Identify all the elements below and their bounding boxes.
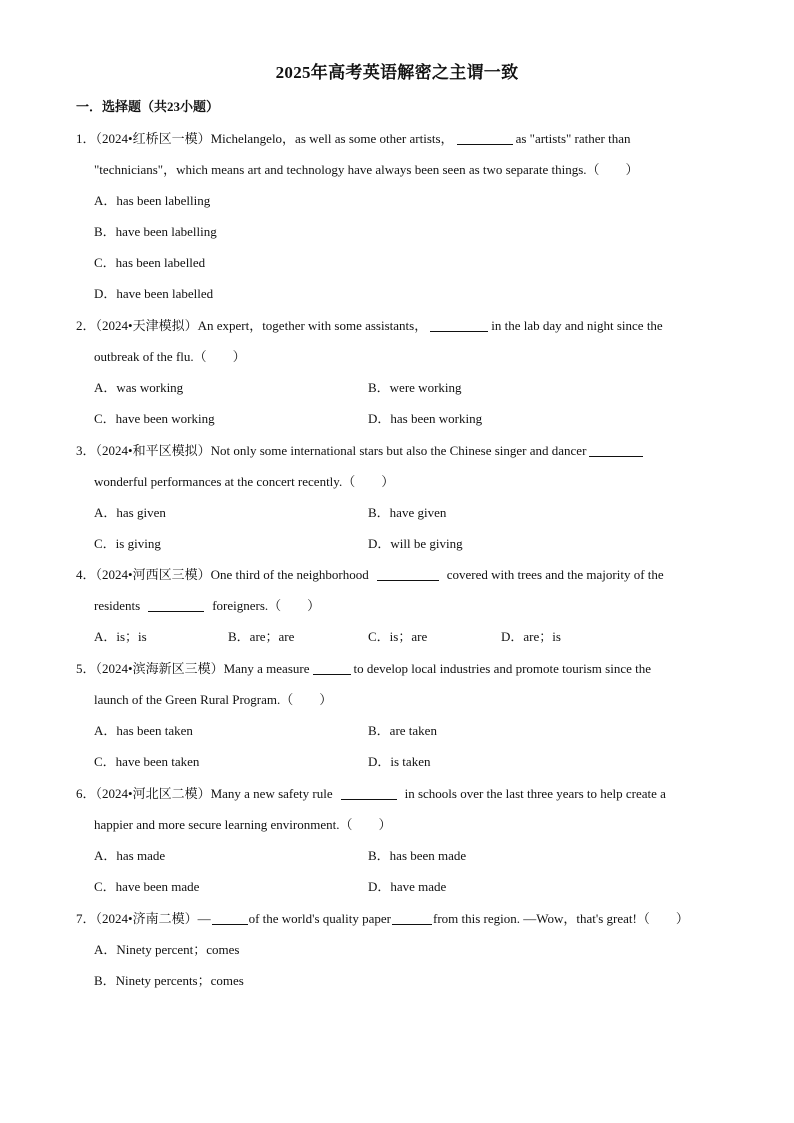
option-b: B．have given [368,505,447,520]
option-c: C．have been taken [94,754,200,769]
option-a: A．has given [94,505,166,520]
option-a: A．has made [94,848,166,863]
option-a: A．Ninety percent；comes [94,942,240,957]
option-c: C．have been working [94,411,215,426]
answer-blank [313,660,351,675]
section-heading: 一．选择题（共23小题） [76,99,220,114]
question-stem: 1．（2024•红桥区一模）Michelangelo，as well as some other artists， as "artists" rather than "technicians"，which means art and technology have always been seen as two separate things.（ ） [76,131,639,177]
page-title: 2025年高考英语解密之主谓一致 [275,63,519,82]
answer-blank [589,442,643,457]
option-d: D．are；is [501,629,561,644]
question-stem: 4．（2024•河西区三模）One third of the neighborhood covered with trees and the majority of the residents foreigners.（ ） [76,567,664,613]
answer-blank [392,910,432,925]
answer-blank [430,317,488,332]
answer-blank [457,130,513,145]
option-b: B．were working [368,380,462,395]
question-7 [76,903,718,996]
answer-blank [377,566,439,581]
question-stem: 5．（2024•滨海新区三模）Many a measure to develop local industries and promote tourism since the launch of the Green Rural Program.（ ） [76,661,651,707]
question-6 [76,778,718,902]
answer-blank [212,910,248,925]
question-stem: 6．（2024•河北区二模）Many a new safety rule in schools over the last three years to help create a happier and more secure learning environment.（ ） [76,786,666,832]
option-a: A．has been labelling [94,193,211,208]
question-3 [76,435,718,559]
option-a: A．was working [94,380,184,395]
option-d: D．is taken [368,754,431,769]
option-c: C．have been made [94,879,200,894]
option-b: B．Ninety percents；comes [94,973,244,988]
option-d: D．have been labelled [94,286,214,301]
question-2 [76,310,718,434]
option-d: D．will be giving [368,536,463,551]
question-5 [76,653,718,777]
option-a: A．is；is [94,629,147,644]
option-d: D．have made [368,879,447,894]
question-stem: 7．（2024•济南二模）— of the world's quality paper from this region. —Wow，that's great!（ ） [76,911,689,926]
option-a: A．has been taken [94,723,193,738]
option-c: C．has been labelled [94,255,206,270]
question-1 [76,123,718,309]
option-b: B．are；are [228,629,295,644]
option-b: B．have been labelling [94,224,217,239]
option-d: D．has been working [368,411,483,426]
option-c: C．is giving [94,536,161,551]
answer-blank [341,785,397,800]
option-b: B．are taken [368,723,437,738]
answer-blank [148,597,204,612]
question-stem: 3．（2024•和平区模拟）Not only some international stars but also the Chinese singer and dancer wonderful performances at the concert recently.（ ） [76,435,718,497]
option-c: C．is；are [368,629,428,644]
question-stem: 2．（2024•天津模拟）An expert，together with some assistants， in the lab day and night since the outbreak of the flu.（ ） [76,318,663,364]
question-4 [76,559,718,652]
option-b: B．has been made [368,848,467,863]
